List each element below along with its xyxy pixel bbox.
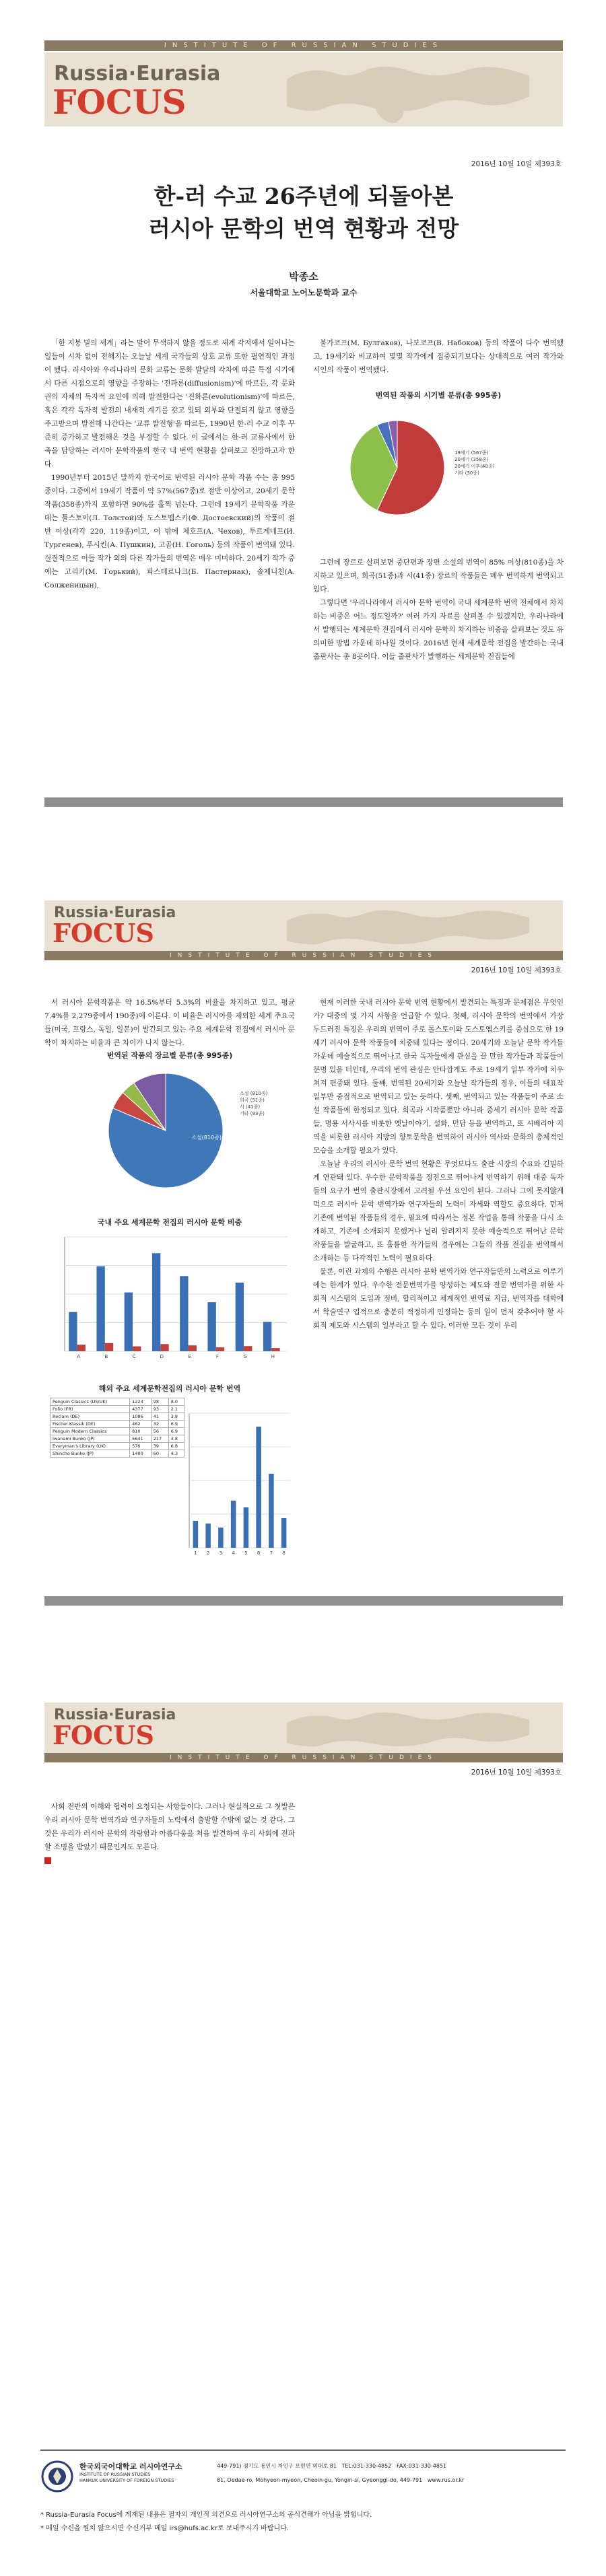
university-en: HANKUK UNIVERSITY OF FOREIGN STUDIES	[79, 2478, 174, 2483]
bar-chart	[44, 1230, 295, 1368]
bar	[271, 1348, 279, 1351]
tick-label: E	[188, 1354, 191, 1359]
chart-title: 국내 주요 세계문학 전집의 러시아 문학 비중	[97, 1218, 242, 1227]
table-cell: Shincho Bunko (JP)	[50, 1450, 130, 1458]
bar	[105, 1343, 113, 1351]
domestic-bar-chart	[44, 1217, 295, 1371]
world-map-icon	[273, 52, 563, 127]
legend-item: 희곡 (51종)	[240, 1098, 265, 1103]
institute-bar: INSTITUTE OF RUSSIAN STUDIES	[44, 1753, 563, 1762]
chart-title: 해외 주요 세계문학전집의 러시아 문학 번역	[98, 1384, 241, 1393]
end-mark-icon	[44, 1857, 51, 1864]
author-name: 박종소	[289, 271, 318, 283]
tick-label: 7	[269, 1550, 273, 1556]
footer	[40, 2460, 566, 2500]
paragraph: 현재 이러한 국내 러시아 문학 번역 현황에서 발견되는 특징과 문제점은 무엇인가? 대중의 몇 가지 사항을 언급할 수 있다. 첫째, 러시아 문학의 번역에서 가장 두드러진 특징은 우리의 번역이 주로 톨스토이와 도스토옙스키를 중심으로 한 19세기 러시아 문학 작품들에 치중돼 있다는 점이다. 20세기와 오늘날 문학 작가들 가운데 예술적으로 뛰어나고 한국 독자들에게 관심을 끌 만한 작가들과 작품들이 분명 있을 터인데, 우리의 번역 관심은 안타깝게도 주로 19세기 일부 작가에 치우쳐져 편중돼 있다. 둘째, 번역된 20세기와 오늘날 작가들의 경우, 이들의 대표작 일부만 중점적으로 번역되고 있는 듯하다. 셋째, 번역되고 있는 작품들이 주로 소설 작품들에 한정되고 있다. 희곡과 시작품뿐만 아니라 중세기 러시아 문학 작품들, 명용 서사시를 비롯한 옛날이야기, 설화, 민담 등을 번역하고, 또 시베리아 지역을 비롯한 러시아 지방의 향토문학을 번역하여 러시아 역사와 문화의 총체적인 모습을 소개할 필요가 있다.	[313, 999, 564, 1155]
bar	[231, 1501, 236, 1548]
page2-right-column	[313, 996, 564, 1588]
legend-item: 시 (41종)	[240, 1104, 261, 1110]
footer-notes	[40, 2509, 566, 2536]
disclaimer: * Russia-Eurasia Focus에 게재된 내용은 필자의 개인적 의견으로 러시아연구소의 공식견해가 아님을 밝힙니다.	[40, 2511, 372, 2519]
table-cell: 576	[130, 1443, 152, 1450]
issue-date: 2016년 10월 10일 제393호	[471, 1768, 562, 1777]
address-line-en	[217, 2477, 464, 2483]
bar	[96, 1266, 104, 1351]
table-cell: 56	[151, 1428, 168, 1435]
title-line2: 러시아 문학의 번역 현황과 전망	[148, 215, 459, 242]
table-cell: Penguin Modern Classics	[50, 1428, 130, 1435]
legend-item: 소설 (810종)	[240, 1091, 268, 1096]
footer-rule	[40, 2449, 566, 2451]
tick-label: 6	[257, 1550, 261, 1556]
issue-date: 2016년 10월 10일 제393호	[471, 966, 562, 974]
tick-label: H	[271, 1354, 275, 1359]
brand-line1: Russia·Eurasia	[54, 1707, 176, 1723]
paragraph: 물론, 이런 과제의 수행은 러시아 문학 번역가와 연구자들만의 노력으로 이루기에는 한계가 있다. 우수한 전문번역가를 양성하는 제도와 전문 번역가를 위한 사회적 시스템의 도입과 정비, 합리적이고 체계적인 번역료 지급, 번역자를 대학에서 학술연구 업적으로 충분히 적정하게 인정하는 등의 일이 먼저 갖추어야 할 사회적 제도와 시스템의 일부라고 할 수 있다. 이러한 모든 것이 우리	[313, 1268, 564, 1330]
org-name: 한국외국어대학교 러시아연구소	[79, 2462, 182, 2471]
address-ko: 449-791) 경기도 용인시 처인구 모현면 외대로 81	[217, 2463, 337, 2469]
table-cell: 6.8	[168, 1443, 184, 1450]
page-break-bar	[44, 797, 563, 807]
masthead	[44, 900, 563, 951]
brand-line1: Russia·Eurasia	[54, 904, 176, 921]
table-cell: 4.3	[168, 1450, 184, 1458]
legend-item: 20세기 (358종)	[454, 457, 489, 462]
bar	[180, 1276, 188, 1351]
world-map-icon	[273, 900, 563, 951]
pie-chart	[313, 404, 564, 538]
bar	[193, 1521, 199, 1548]
bar-chart	[44, 1393, 295, 1568]
table-cell: 4377	[130, 1406, 152, 1413]
page2-left-column	[44, 996, 295, 1047]
table-cell: 5641	[130, 1435, 152, 1443]
table-cell: Reclam (DE)	[50, 1413, 130, 1421]
table-cell: 8.0	[168, 1398, 184, 1406]
table-cell: 217	[151, 1435, 168, 1443]
table-cell: 3.8	[168, 1413, 184, 1421]
bar	[77, 1345, 86, 1351]
tick-label: 8	[282, 1550, 285, 1556]
slice-label: 소설(810종)	[191, 1134, 222, 1141]
tel: TEL:031-330-4852	[341, 2463, 392, 2469]
table-cell: Iwanami Bunko (JP)	[50, 1435, 130, 1443]
table-cell: 39	[151, 1443, 168, 1450]
brand-line2: FOCUS	[53, 1720, 154, 1750]
tick-label: 4	[232, 1550, 235, 1556]
tick-label: D	[160, 1354, 164, 1359]
bar	[69, 1312, 77, 1351]
pie-chart	[44, 1063, 295, 1201]
institute-bar: INSTITUTE OF RUSSIAN STUDIES	[44, 40, 563, 51]
tick-label: C	[132, 1354, 136, 1359]
tick-label: F	[215, 1354, 219, 1359]
page3-left-column	[44, 1800, 295, 1867]
table-cell: 98	[151, 1398, 168, 1406]
table-cell: 462	[130, 1421, 152, 1428]
tick-label: 3	[219, 1550, 223, 1556]
table-cell: Everyman's Library (UK)	[50, 1443, 130, 1450]
bar	[269, 1474, 274, 1548]
masthead	[44, 52, 563, 127]
bar	[205, 1524, 211, 1548]
page1-right-column	[313, 336, 564, 781]
table-cell: 3.8	[168, 1435, 184, 1443]
masthead	[44, 1703, 563, 1753]
fax: FAX:031-330-4851	[396, 2463, 447, 2469]
title-line1: 한-러 수교 26주년에 되돌아본	[154, 183, 454, 209]
table-cell: 32	[151, 1421, 168, 1428]
bar	[207, 1302, 215, 1351]
legend-item: 20세기 이후(40종)	[454, 464, 495, 469]
overseas-bar-chart	[44, 1383, 295, 1568]
bar	[281, 1518, 287, 1548]
world-map-icon	[273, 1703, 563, 1753]
bar	[125, 1293, 133, 1351]
bar	[244, 1507, 249, 1548]
tick-label: A	[77, 1354, 81, 1359]
org-name-en: INSTITUTE OF RUSSIAN STUDIES	[79, 2472, 151, 2477]
address-en: 81, Oedae-ro, Mohyeon-myeon, Cheoin-gu, Yongin-si, Gyeonggi-do, 449-791	[217, 2477, 423, 2483]
bar	[216, 1347, 224, 1351]
paragraph: 「한 지붕 밑의 세계」라는 말이 무색하지 않을 정도로 세계 각지에서 일어나는 일들이 시차 없이 전해지는 오늘날 세계 국가들의 상호 교류 또한 필연적인 과정이 됐다. 러시아와 우리나라의 문화 교류는 문화 발달의 각차에 따른 특정 시기에서 다른 시점으로의 영향을 주장하는 '전파론(diffusionism)'에 따르든, 각 문화권의 자체의 독자적 요인에 의해 발전한다는 '진화론(evolutionism)'에 따르든, 혹은 각각 독자적 발전의 내재적 계기를 갖고 있되 외부와 단절되지 않고 영향을 주고받으며 발전해 나간다는 '교류 발전형'을 따르든, 1990년 한-러 수교 이후 꾸준히 증가하고 발전해온 것을 부정할 수 없다. 이 글에서는 한-러 교류사에서 한 축을 담당하는 러시아 문학작품의 한국 내 번역 현황을 살펴보고 전망하고자 한다.	[44, 339, 295, 468]
tick-label: G	[243, 1354, 247, 1359]
paragraph: 서 러시아 문학작품은 약 16.5%부터 5.3%의 비율을 차지하고 있고, 평균 7.4%를 2,279종에서 190종)에 이른다. 이 비율은 러시아를 제외한 세계 주요국들(미국, 프랑스, 독일, 일본)이 발간되고 있는 주요 세계문학 전집에서 러시아 문학이 차지하는 비율과 큰 차이가 나지 않는다.	[44, 999, 295, 1047]
paragraph: 사회 전반의 이해와 협력이 요청되는 사항들이다. 그러나 현실적으로 그 첫발은 우리 러시아 문학 번역가와 연구자들의 노력에서 출발할 수밖에 없는 것 같다. 그것은 우리가 러시아 문학의 작랑함과 아름다움을 처음 발견하여 우리 사회에 전파할 소명을 받았기 때문인지도 모른다.	[44, 1803, 295, 1851]
paragraph: 그렇다면 '우리나라에서 러시아 문학 번역이 국내 세계문학 번역 전체에서 차지하는 비중은 어느 정도일까?' 여러 가지 자료를 살펴볼 수 있겠지만, 우리나라에서 발행되는 세계문학 전집에서 러시아 문학의 차지하는 비중을 살펴보는 것도 유의미한 방법 가운데 하나일 것이다. 2016년 현재 세계문학 전집을 발간하는 국내 출판사는 총 8곳이다. 이들 출판사가 발행하는 세계문학 전집들에	[313, 599, 564, 661]
page1-left-column	[44, 336, 295, 781]
author-affiliation: 서울대학교 노어노문학과 교수	[250, 288, 358, 297]
legend-item: 19세기 (567종)	[454, 450, 489, 456]
bar	[160, 1344, 168, 1351]
tick-label: 1	[194, 1550, 197, 1556]
table-cell: 6.9	[168, 1428, 184, 1435]
brand-line2: FOCUS	[53, 82, 187, 122]
bar	[218, 1528, 224, 1548]
table-cell: 1086	[130, 1413, 152, 1421]
brand-line1: Russia·Eurasia	[54, 62, 221, 85]
bar	[256, 1427, 261, 1548]
institute-bar: INSTITUTE OF RUSSIAN STUDIES	[44, 951, 563, 960]
tick-label: B	[104, 1354, 108, 1359]
table-cell: Folio (FR)	[50, 1406, 130, 1413]
page-break-bar	[44, 1596, 563, 1606]
bar	[244, 1346, 252, 1351]
bar	[236, 1283, 244, 1351]
tick-label: 5	[244, 1550, 248, 1556]
tick-label: 2	[206, 1550, 210, 1556]
paragraph: 그런데 장르로 살펴보면 중단편과 장편 소설의 번역이 85% 이상(810종)을 차지하고 있으며, 희곡(51종)과 시(41종) 장르의 작품들은 매우 번역하게 번역되고 있다.	[313, 559, 564, 594]
chart-title: 번역된 작품의 장르별 분류(총 995종)	[106, 1051, 233, 1060]
article-title	[44, 180, 563, 245]
table-cell: 41	[151, 1413, 168, 1421]
chart-legend	[240, 1090, 267, 1117]
bar	[133, 1347, 141, 1351]
table-cell: 1400	[130, 1450, 152, 1458]
table-cell: 2.1	[168, 1406, 184, 1413]
paragraph: 1990년부터 2015년 말까지 한국어로 번역된 러시아 문학 작품 수는 총 995종이다. 그중에서 19세기 작품이 약 57%(567종)로 절반 이상이고, 20세기 문학 작품(358종)까지 포함하면 90%를 훌쩍 넘는다. 그런데 19세기 문학작품 가운데는 톨스토이(Л. Толстой)와 도스토옙스키(Ф. Достоевский)의 작품이 절반 이상(각각 220, 119종)이고, 이 밖에 체호프(А. Чехов), 투르게네프(И. Тургенев), 푸시킨(А. Пушкин), 고골(Н. Гоголь) 등의 작품이 번역돼 있다. 실질적으로 이들 작가 외의 다른 작가들의 번역은 매우 미미하다. 20세기 작가 중에는 고리키(М. Горький), 파스테르나크(Б. Пастернак), 솔제니친(А. Солженицын),	[44, 474, 295, 589]
address-line	[217, 2462, 446, 2470]
issue-date: 2016년 10월 10일 제393호	[471, 160, 562, 168]
website-link[interactable]: www.rus.or.kr	[427, 2477, 465, 2483]
table-cell: Fischer Klassik (DE)	[50, 1421, 130, 1428]
bar	[152, 1253, 160, 1351]
bar	[263, 1322, 271, 1351]
paragraph: 불가코프(М. Булгаков), 나보코프(В. Набоков) 등의 작품이 다수 번역됐고, 19세기와 비교하여 몇몇 작가에게 집중되기보다는 상대적으로 여러 작가와 시인의 작품이 번역됐다.	[313, 339, 564, 374]
paragraph: 오늘날 우리의 러시아 문학 번역 현황은 무엇보다도 출판 시장의 수요와 긴밀하게 연관돼 있다. 우수한 문학작품을 정전으로 뛰어나게 번역하기 위해 대중 독자들의 요구가 번역 출판시장에서 고려될 우선 요인이 된다. 그러나 그에 못지않게 먹으로 러시아 문학 번역가와 연구자들의 노력이 자세와 역할도 중요하다. 먼저 기존에 번역된 작품들의 경우, 필요에 따라서는 정본 작업을 통해 작품을 다시 소개하고, 기존에 소개되지 못했거나 널리 알려지지 못한 예술적으로 뛰어난 문학 작품들을 발굴하고, 또 훌륭한 작가들의 경우에는 그들의 작품 전집을 번역해서 소개하는 등 다각적인 노력이 필요하다.	[313, 1160, 564, 1262]
unsubscribe-note: * 메일 수신을 원치 않으시면 수신거부 메일 irs@hufs.ac.kr로 보내주시기 바랍니다.	[40, 2525, 289, 2532]
table-cell: 810	[130, 1428, 152, 1435]
chart-legend	[454, 450, 494, 476]
legend-item: 기타 (30종)	[454, 470, 479, 476]
chart-title: 번역된 작품의 시기별 분류(총 995종)	[375, 391, 502, 400]
period-pie-chart	[313, 389, 564, 544]
table-cell: 60	[151, 1450, 168, 1458]
table-cell: Penguin Classics (US/UK)	[50, 1398, 130, 1406]
brand-line2: FOCUS	[53, 918, 154, 948]
university-seal-icon	[40, 2460, 74, 2493]
genre-pie-chart	[44, 1050, 295, 1205]
table-cell: 6.9	[168, 1421, 184, 1428]
table-cell: 1224	[130, 1398, 152, 1406]
bar	[189, 1345, 197, 1351]
legend-item: 기타 (93종)	[240, 1111, 265, 1116]
table-cell: 93	[151, 1406, 168, 1413]
